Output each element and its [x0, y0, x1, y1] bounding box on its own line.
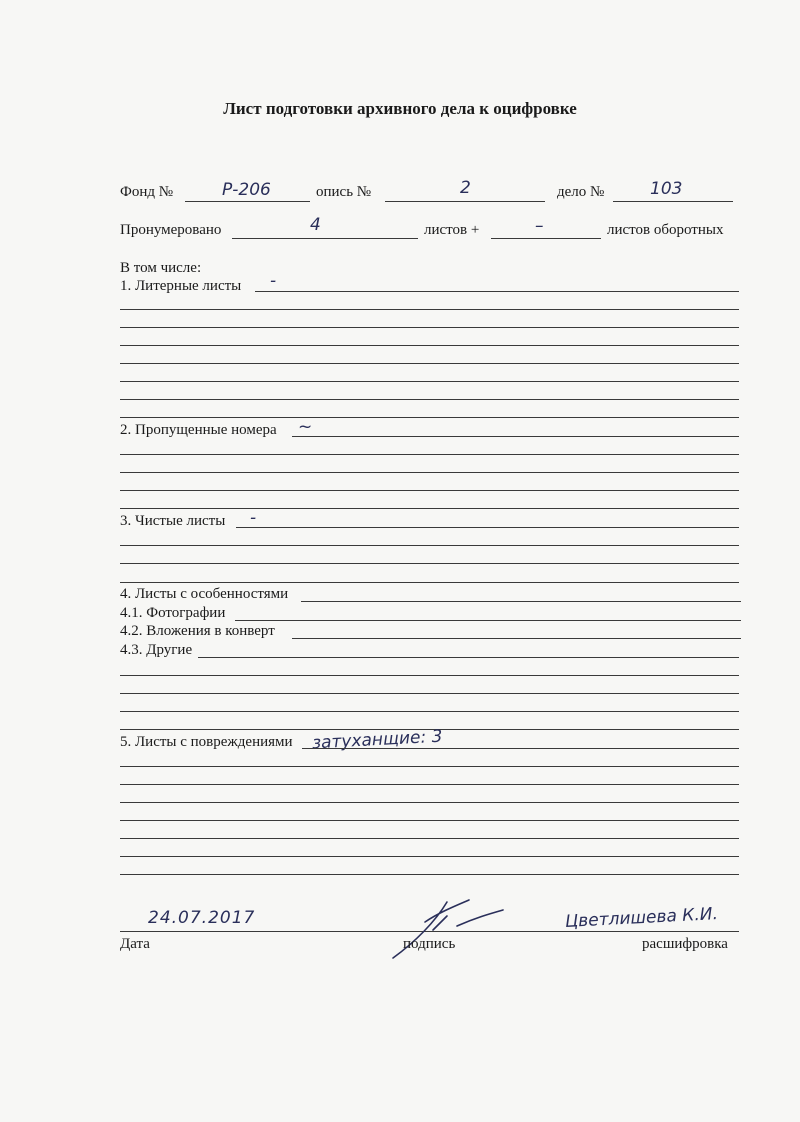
section-1-label: 1. Литерные листы	[120, 278, 242, 294]
section-4-2-label: 4.2. Вложения в конверт	[120, 623, 275, 639]
blank-line	[120, 563, 739, 564]
transcript-label: расшифровка	[642, 936, 728, 952]
opis-label: опись №	[316, 184, 372, 200]
section-4-1-label: 4.1. Фотографии	[120, 605, 226, 621]
pronum-value: 4	[310, 215, 321, 235]
blank-line	[292, 436, 739, 437]
blank-line	[198, 657, 739, 658]
fond-line	[185, 201, 310, 202]
blank-line	[120, 399, 739, 400]
section-4-label: 4. Листы с особенностями	[120, 586, 289, 602]
fond-label: Фонд №	[120, 184, 174, 200]
blank-line	[120, 490, 739, 491]
blank-line	[120, 381, 739, 382]
fond-value: Р-206	[222, 180, 271, 200]
blank-line	[120, 802, 739, 803]
blank-line	[292, 638, 741, 639]
blank-line	[301, 601, 741, 602]
blank-line	[120, 545, 739, 546]
section-5-value: затуханщие: 3	[311, 726, 443, 754]
blank-line	[120, 345, 739, 346]
delo-value: 103	[650, 179, 683, 199]
listov-oborot-label: листов оборотных	[607, 222, 724, 238]
blank-line	[235, 620, 741, 621]
v-tom-chisle-label: В том числе:	[120, 260, 202, 276]
blank-line	[120, 454, 739, 455]
blank-line	[120, 472, 739, 473]
section-2-value: ~	[298, 417, 313, 437]
signature-transcript-value: Цветлишева К.И.	[564, 904, 719, 932]
blank-line	[120, 711, 739, 712]
oborot-line	[491, 238, 601, 239]
pronum-label: Пронумеровано	[120, 222, 222, 238]
pronum-line	[232, 238, 418, 239]
page-title: Лист подготовки архивного дела к оцифровке	[223, 99, 577, 118]
blank-line	[120, 874, 739, 875]
blank-line	[120, 363, 739, 364]
blank-line	[255, 291, 739, 292]
section-1-value: -	[270, 271, 277, 291]
section-2-label: 2. Пропущенные номера	[120, 422, 277, 438]
blank-line	[120, 417, 739, 418]
oborot-value: –	[535, 216, 544, 236]
section-3-value: -	[250, 508, 257, 528]
blank-line	[236, 527, 739, 528]
blank-line	[120, 784, 739, 785]
delo-line	[613, 201, 733, 202]
blank-line	[120, 693, 739, 694]
section-5-label: 5. Листы с повреждениями	[120, 734, 293, 750]
blank-line	[302, 748, 739, 749]
blank-line	[120, 508, 739, 509]
opis-value: 2	[460, 178, 471, 198]
date-label: Дата	[120, 936, 150, 952]
delo-label: дело №	[557, 184, 605, 200]
signature-label: подпись	[403, 936, 456, 952]
blank-line	[120, 327, 739, 328]
opis-line	[385, 201, 545, 202]
listov-plus-label: листов +	[424, 222, 480, 238]
section-4-3-label: 4.3. Другие	[120, 642, 193, 658]
blank-line	[120, 582, 739, 583]
date-value: 24.07.2017	[148, 908, 256, 928]
blank-line	[120, 309, 739, 310]
blank-line	[120, 838, 739, 839]
blank-line	[120, 766, 739, 767]
blank-line	[120, 675, 739, 676]
section-3-label: 3. Чистые листы	[120, 513, 226, 529]
blank-line	[120, 856, 739, 857]
blank-line	[120, 820, 739, 821]
